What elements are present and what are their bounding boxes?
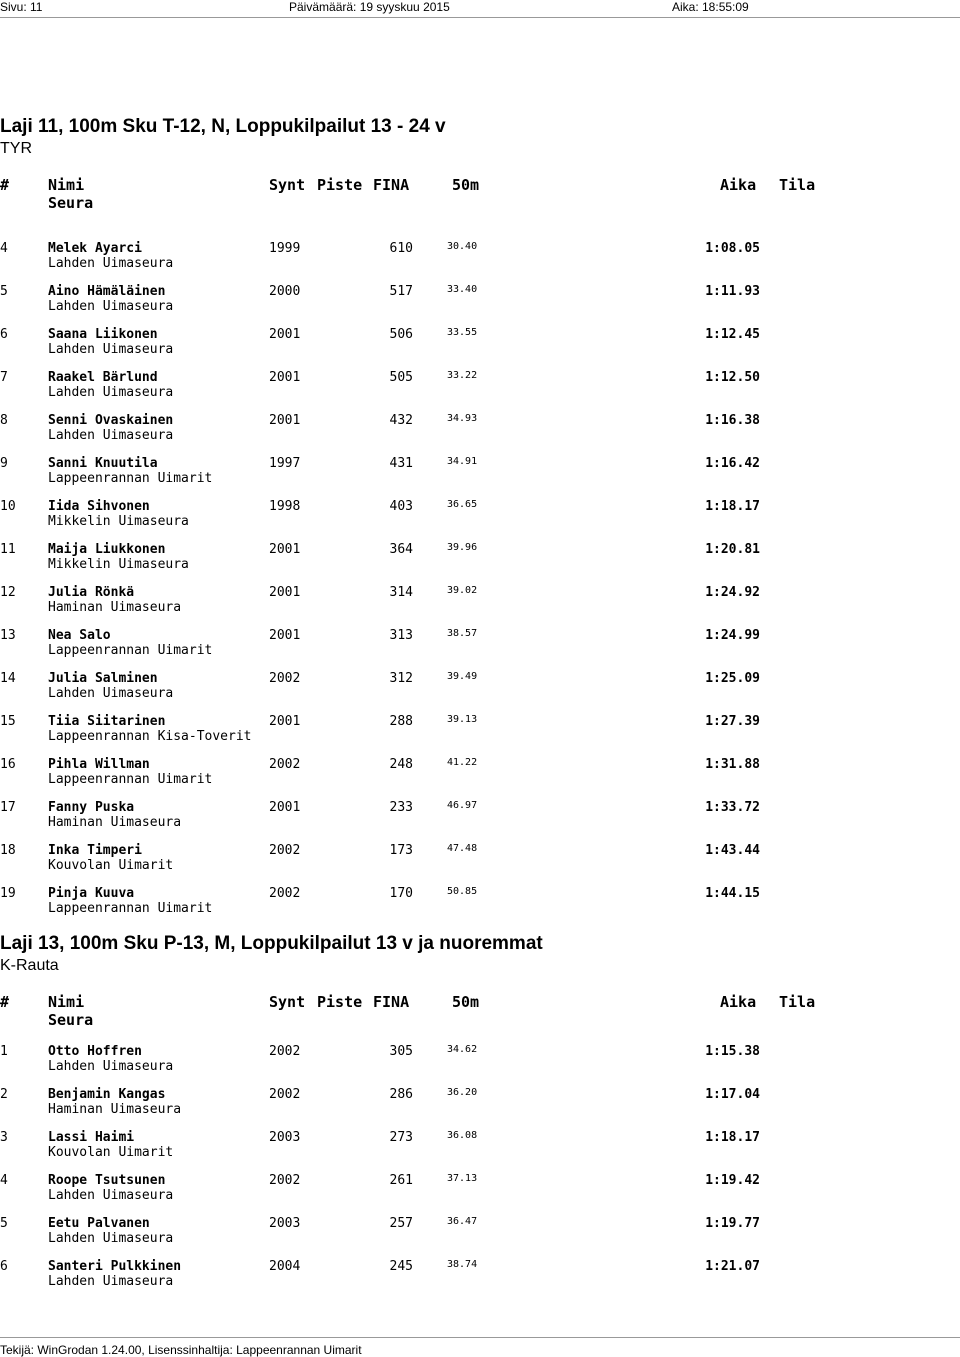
final-time: 1:16.38 — [705, 413, 760, 428]
result-rank: 9 — [0, 456, 8, 471]
swimmer-name: Saana Liikonen — [48, 327, 158, 342]
split-50m: 39.49 — [447, 671, 478, 682]
result-row — [0, 585, 960, 628]
result-rank: 8 — [0, 413, 8, 428]
swimmer-name: Tiia Siitarinen — [48, 714, 166, 729]
final-time: 1:17.04 — [705, 1087, 760, 1102]
footer-text: Tekijä: WinGrodan 1.24.00, Lisenssinhaltija: Lappeenrannan Uimarit — [0, 1343, 362, 1357]
event-title: Laji 13, 100m Sku P-13, M, Loppukilpailut 13 v ja nuoremmat — [0, 933, 543, 954]
result-rank: 4 — [0, 1173, 8, 1188]
swimmer-name: Eetu Palvanen — [48, 1216, 150, 1231]
swimmer-name: Melek Ayarci — [48, 241, 142, 256]
birth-year: 2001 — [269, 628, 301, 643]
result-row — [0, 542, 960, 585]
split-50m: 34.62 — [447, 1044, 478, 1055]
club-name: Lahden Uimaseura — [48, 256, 174, 271]
final-time: 1:24.92 — [705, 585, 760, 600]
swimmer-name: Roope Tsutsunen — [48, 1173, 166, 1188]
result-row — [0, 757, 960, 800]
final-time: 1:19.42 — [705, 1173, 760, 1188]
club-name: Lahden Uimaseura — [48, 1059, 174, 1074]
header-divider — [0, 17, 960, 18]
print-time: Aika: 18:55:09 — [672, 0, 749, 14]
fina-points: 517 — [389, 284, 413, 299]
fina-points: 610 — [389, 241, 413, 256]
result-rank: 2 — [0, 1087, 8, 1102]
result-row — [0, 628, 960, 671]
result-row — [0, 499, 960, 542]
birth-year: 2001 — [269, 714, 301, 729]
split-50m: 33.22 — [447, 370, 478, 381]
result-rank: 4 — [0, 241, 8, 256]
result-row — [0, 1259, 960, 1302]
fina-points: 233 — [389, 800, 413, 815]
result-rank: 6 — [0, 1259, 8, 1274]
split-50m: 50.85 — [447, 886, 478, 897]
birth-year: 2002 — [269, 757, 301, 772]
club-name: Kouvolan Uimarit — [48, 1145, 174, 1160]
fina-points: 173 — [389, 843, 413, 858]
split-50m: 33.40 — [447, 284, 478, 295]
col-points: Piste — [317, 993, 363, 1011]
club-name: Mikkelin Uimaseura — [48, 514, 189, 529]
split-50m: 39.13 — [447, 714, 478, 725]
split-50m: 37.13 — [447, 1173, 478, 1184]
fina-points: 364 — [389, 542, 413, 557]
col-fina: FINA — [373, 993, 410, 1011]
result-rank: 12 — [0, 585, 16, 600]
swimmer-name: Maija Liukkonen — [48, 542, 166, 557]
col-points: Piste — [317, 176, 363, 194]
col-status: Tila — [779, 176, 816, 194]
col-rank: # — [0, 993, 10, 1011]
swimmer-name: Otto Hoffren — [48, 1044, 142, 1059]
result-row — [0, 800, 960, 843]
club-name: Lahden Uimaseura — [48, 1231, 174, 1246]
swimmer-name: Pinja Kuuva — [48, 886, 135, 901]
club-name: Mikkelin Uimaseura — [48, 557, 189, 572]
result-rank: 13 — [0, 628, 16, 643]
club-name: Lahden Uimaseura — [48, 428, 174, 443]
result-row — [0, 241, 960, 284]
final-time: 1:25.09 — [705, 671, 760, 686]
result-rank: 6 — [0, 327, 8, 342]
swimmer-name: Lassi Haimi — [48, 1130, 135, 1145]
result-rank: 1 — [0, 1044, 8, 1059]
split-50m: 33.55 — [447, 327, 478, 338]
result-rank: 16 — [0, 757, 16, 772]
final-time: 1:24.99 — [705, 628, 760, 643]
club-name: Haminan Uimaseura — [48, 600, 182, 615]
col-status: Tila — [779, 993, 816, 1011]
club-name: Lahden Uimaseura — [48, 299, 174, 314]
col-time: Aika — [720, 176, 757, 194]
club-name: Lappeenrannan Uimarit — [48, 643, 213, 658]
birth-year: 2000 — [269, 284, 301, 299]
result-row — [0, 714, 960, 757]
club-name: Haminan Uimaseura — [48, 815, 182, 830]
club-name: Lappeenrannan Uimarit — [48, 772, 213, 787]
final-time: 1:31.88 — [705, 757, 760, 772]
birth-year: 2002 — [269, 886, 301, 901]
club-name: Lappeenrannan Uimarit — [48, 471, 213, 486]
split-50m: 30.40 — [447, 241, 478, 252]
split-50m: 38.74 — [447, 1259, 478, 1270]
split-50m: 34.93 — [447, 413, 478, 424]
col-rank: # — [0, 176, 10, 194]
fina-points: 312 — [389, 671, 413, 686]
final-time: 1:18.17 — [705, 499, 760, 514]
fina-points: 261 — [389, 1173, 413, 1188]
result-rank: 7 — [0, 370, 8, 385]
swimmer-name: Senni Ovaskainen — [48, 413, 174, 428]
final-time: 1:44.15 — [705, 886, 760, 901]
birth-year: 2003 — [269, 1130, 301, 1145]
club-name: Lahden Uimaseura — [48, 1274, 174, 1289]
page-header — [0, 0, 960, 16]
club-name: Haminan Uimaseura — [48, 1102, 182, 1117]
birth-year: 1998 — [269, 499, 301, 514]
final-time: 1:18.17 — [705, 1130, 760, 1145]
final-time: 1:19.77 — [705, 1216, 760, 1231]
col-year: Synt — [269, 176, 306, 194]
result-row — [0, 1087, 960, 1130]
birth-year: 2002 — [269, 843, 301, 858]
birth-year: 2001 — [269, 542, 301, 557]
birth-year: 2004 — [269, 1259, 301, 1274]
event-sponsor: TYR — [0, 140, 32, 157]
event-title: Laji 11, 100m Sku T-12, N, Loppukilpailut 13 - 24 v — [0, 116, 446, 137]
result-row — [0, 327, 960, 370]
fina-points: 257 — [389, 1216, 413, 1231]
final-time: 1:08.05 — [705, 241, 760, 256]
fina-points: 245 — [389, 1259, 413, 1274]
swimmer-name: Julia Salminen — [48, 671, 158, 686]
final-time: 1:12.45 — [705, 327, 760, 342]
fina-points: 506 — [389, 327, 413, 342]
col-club: Seura — [48, 1011, 94, 1029]
split-50m: 39.96 — [447, 542, 478, 553]
result-row — [0, 1216, 960, 1259]
result-rank: 5 — [0, 1216, 8, 1231]
split-50m: 39.02 — [447, 585, 478, 596]
club-name: Lappeenrannan Kisa-Toverit — [48, 729, 252, 744]
fina-points: 170 — [389, 886, 413, 901]
fina-points: 305 — [389, 1044, 413, 1059]
birth-year: 2001 — [269, 413, 301, 428]
result-rank: 17 — [0, 800, 16, 815]
print-date: Päivämäärä: 19 syyskuu 2015 — [289, 0, 450, 14]
club-name: Lahden Uimaseura — [48, 342, 174, 357]
final-time: 1:11.93 — [705, 284, 760, 299]
col-split: 50m — [452, 993, 480, 1011]
final-time: 1:33.72 — [705, 800, 760, 815]
club-name: Lahden Uimaseura — [48, 686, 174, 701]
birth-year: 2002 — [269, 1044, 301, 1059]
split-50m: 41.22 — [447, 757, 478, 768]
swimmer-name: Sanni Knuutila — [48, 456, 158, 471]
swimmer-name: Inka Timperi — [48, 843, 142, 858]
footer-divider — [0, 1337, 960, 1338]
final-time: 1:21.07 — [705, 1259, 760, 1274]
swimmer-name: Pihla Willman — [48, 757, 150, 772]
club-name: Lappeenrannan Uimarit — [48, 901, 213, 916]
final-time: 1:20.81 — [705, 542, 760, 557]
result-rank: 15 — [0, 714, 16, 729]
birth-year: 1999 — [269, 241, 301, 256]
result-row — [0, 886, 960, 929]
birth-year: 2001 — [269, 800, 301, 815]
col-split: 50m — [452, 176, 480, 194]
final-time: 1:27.39 — [705, 714, 760, 729]
split-50m: 46.97 — [447, 800, 478, 811]
final-time: 1:12.50 — [705, 370, 760, 385]
club-name: Lahden Uimaseura — [48, 385, 174, 400]
result-row — [0, 284, 960, 327]
split-50m: 34.91 — [447, 456, 478, 467]
birth-year: 2001 — [269, 370, 301, 385]
fina-points: 286 — [389, 1087, 413, 1102]
event-sponsor: K-Rauta — [0, 957, 59, 974]
result-row — [0, 413, 960, 456]
fina-points: 288 — [389, 714, 413, 729]
fina-points: 314 — [389, 585, 413, 600]
swimmer-name: Aino Hämäläinen — [48, 284, 166, 299]
result-rank: 19 — [0, 886, 16, 901]
birth-year: 1997 — [269, 456, 301, 471]
result-row — [0, 671, 960, 714]
col-fina: FINA — [373, 176, 410, 194]
swimmer-name: Iida Sihvonen — [48, 499, 150, 514]
fina-points: 403 — [389, 499, 413, 514]
fina-points: 273 — [389, 1130, 413, 1145]
result-row — [0, 370, 960, 413]
result-rank: 18 — [0, 843, 16, 858]
result-row — [0, 1130, 960, 1173]
split-50m: 36.65 — [447, 499, 478, 510]
col-year: Synt — [269, 993, 306, 1011]
final-time: 1:16.42 — [705, 456, 760, 471]
result-row — [0, 456, 960, 499]
birth-year: 2001 — [269, 327, 301, 342]
club-name: Kouvolan Uimarit — [48, 858, 174, 873]
birth-year: 2002 — [269, 671, 301, 686]
swimmer-name: Santeri Pulkkinen — [48, 1259, 182, 1274]
swimmer-name: Benjamin Kangas — [48, 1087, 166, 1102]
birth-year: 2002 — [269, 1173, 301, 1188]
final-time: 1:15.38 — [705, 1044, 760, 1059]
fina-points: 248 — [389, 757, 413, 772]
result-row — [0, 1044, 960, 1087]
swimmer-name: Fanny Puska — [48, 800, 135, 815]
swimmer-name: Julia Rönkä — [48, 585, 135, 600]
split-50m: 36.08 — [447, 1130, 478, 1141]
result-rank: 11 — [0, 542, 16, 557]
birth-year: 2003 — [269, 1216, 301, 1231]
fina-points: 432 — [389, 413, 413, 428]
result-rank: 5 — [0, 284, 8, 299]
fina-points: 431 — [389, 456, 413, 471]
result-rank: 10 — [0, 499, 16, 514]
split-50m: 47.48 — [447, 843, 478, 854]
fina-points: 313 — [389, 628, 413, 643]
col-time: Aika — [720, 993, 757, 1011]
col-club: Seura — [48, 194, 94, 212]
result-rank: 14 — [0, 671, 16, 686]
birth-year: 2001 — [269, 585, 301, 600]
result-rank: 3 — [0, 1130, 8, 1145]
col-name: Nimi — [48, 993, 85, 1011]
swimmer-name: Nea Salo — [48, 628, 111, 643]
split-50m: 38.57 — [447, 628, 478, 639]
fina-points: 505 — [389, 370, 413, 385]
final-time: 1:43.44 — [705, 843, 760, 858]
split-50m: 36.47 — [447, 1216, 478, 1227]
swimmer-name: Raakel Bärlund — [48, 370, 158, 385]
page-number: Sivu: 11 — [0, 0, 43, 14]
result-row — [0, 843, 960, 886]
club-name: Lahden Uimaseura — [48, 1188, 174, 1203]
split-50m: 36.20 — [447, 1087, 478, 1098]
result-row — [0, 1173, 960, 1216]
col-name: Nimi — [48, 176, 85, 194]
birth-year: 2002 — [269, 1087, 301, 1102]
